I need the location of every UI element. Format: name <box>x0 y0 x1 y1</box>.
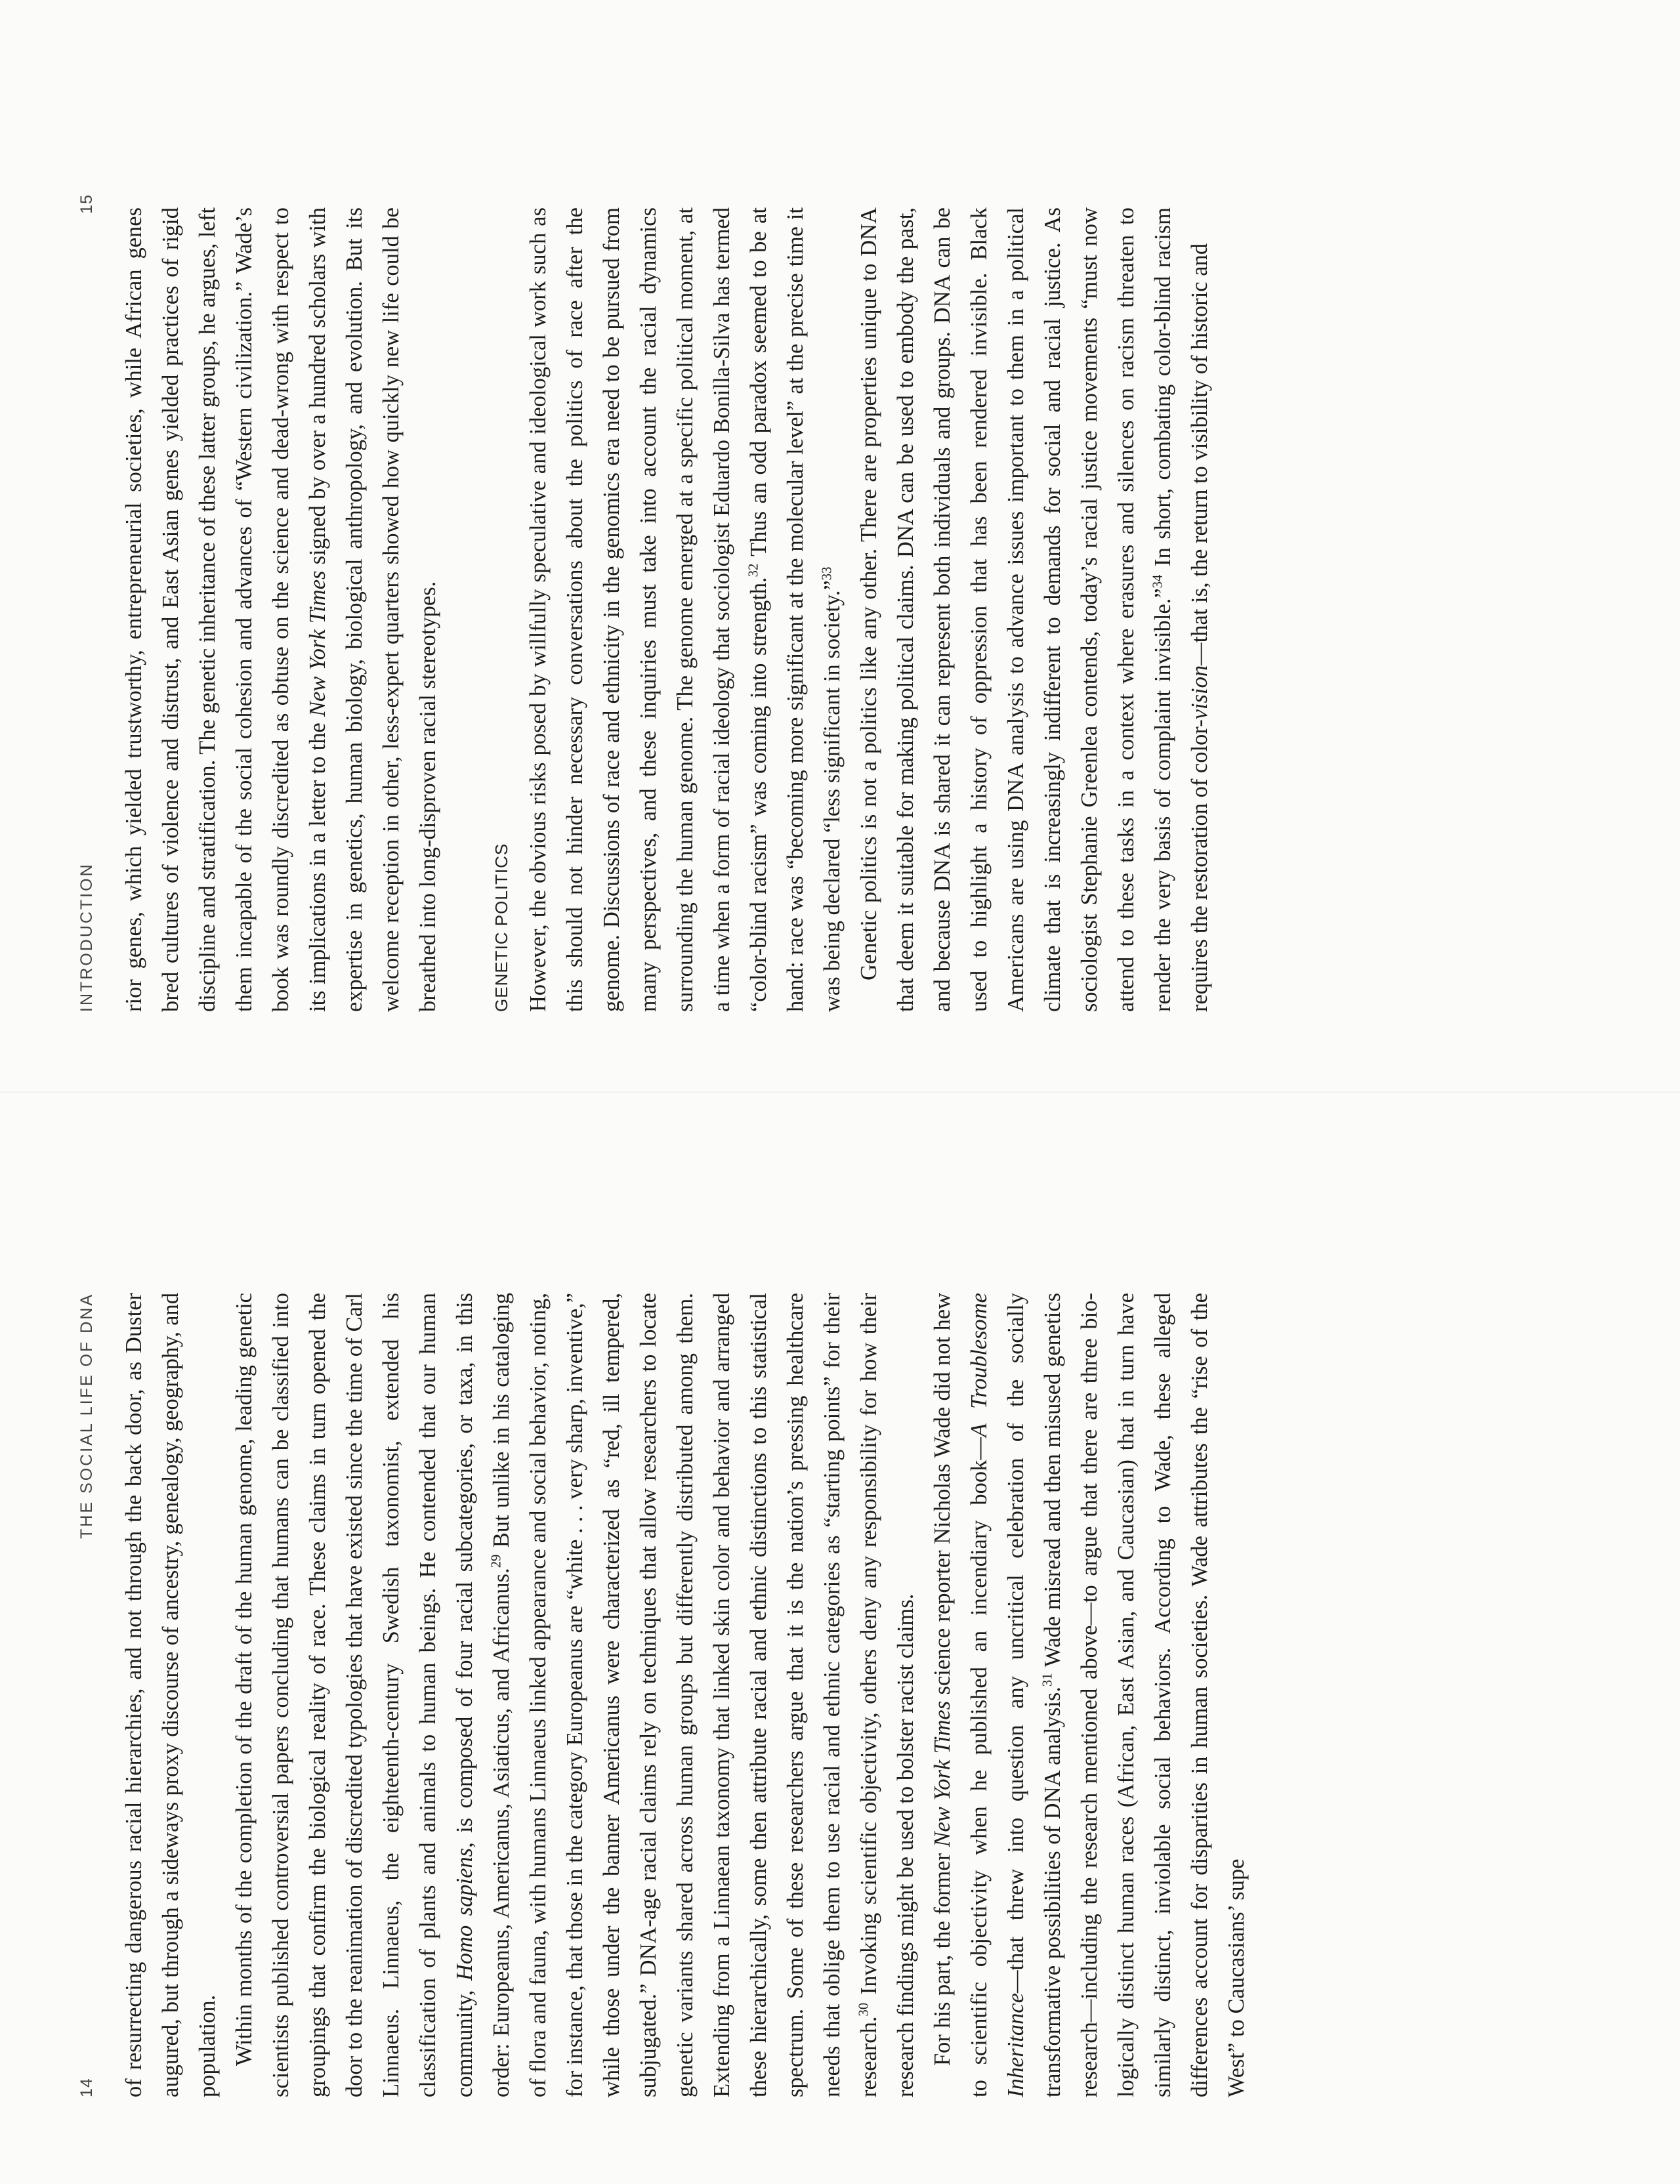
text-run: But unlike in his cataloging of flora and fauna, with humans Linnaeus linked appearance and social behavior, noting, for instance, that those in the category Europeanus are “white . . . very sharp, inventive,” while those under the banner Americanus were characterized as “red, ill tempered, subjugated.” DNA-age racial claims rely on techniques that allow researchers to locate genetic variants shared across human groups but differently distributed among them. Extending from a Linnaean taxonomy that linked skin color and behavior and arranged these hierarchically, some then attribute racial and ethnic distinctions to this statistical spectrum. Some of these researchers argue that it is the nation’s pressing healthcare needs that oblige them to use racial and ethnic categories as “starting points” for their research. <box>489 1293 881 2097</box>
footnote-ref: 32 <box>746 563 761 578</box>
text-run: —that is, the return to visibility of historic and <box>1187 243 1212 665</box>
paragraph-list <box>520 207 1218 1012</box>
running-head: INTRODUCTION <box>77 862 96 1012</box>
footnote-ref: 31 <box>1040 1673 1055 1687</box>
page-number: 14 <box>77 2078 96 2097</box>
italic-text: A Troublesome Inheritance <box>967 1293 1028 2097</box>
page-number: 15 <box>77 194 96 214</box>
footnote-ref: 34 <box>1150 574 1166 589</box>
text-run: Thus an odd paradox seemed to be at hand: race was “becoming more significant at the molecular level” at the precise time it was being declared “less significant in society.” <box>746 207 845 1012</box>
running-head: THE SOCIAL LIFE OF DNA <box>77 1293 96 1539</box>
paragraph-list <box>116 207 446 1012</box>
italic-text: vision <box>1187 665 1212 720</box>
paragraph <box>924 1293 1255 2097</box>
text-run: Wade misread and then misused genetics research—including the research mentioned above—to argue that there are three biologically distinct human races (African, East Asian, and Caucasian) that in turn have similarly distinct, inviolable social behaviors. According to Wade, these alleged differences account for disparities in human societies. Wade attributes the “rise of the West” to Caucasians’ supe <box>1040 1293 1249 2097</box>
footnote-ref: 29 <box>489 1554 504 1568</box>
paragraph <box>226 1293 924 2097</box>
paragraph <box>520 207 850 1012</box>
text-run: of resurrecting dangerous racial hierarchies, and not through the back door, as Duster augured, but through a sideways proxy discourse of ancestry, genealogy, geography, and population. <box>121 1293 220 2097</box>
text-run: signed by over a hundred scholars with expertise in genetics, human biology, biological anthropology, and evolution. But its welcome reception in other, less-expert quarters showed how quickly new life could be breathed into long-disproven racial stereotypes. <box>305 207 440 1012</box>
text-run: For his part, the former <box>930 1847 955 2066</box>
body-text <box>116 1293 1255 2097</box>
italic-text: New York Times <box>930 1700 955 1847</box>
italic-text: New York Times <box>305 570 330 717</box>
text-run: In short, combating color-blind racism requires the restoration of color- <box>1150 207 1212 1012</box>
text-run: Genetic politics is not a politics like any other. There are properties unique to DNA that deem it suitable for making political claims. DNA can be used to embody the past, and because DNA is shared it can represent both individuals and groups. DNA can be used to highlight a history of oppression that has been rendered invisible. Black Americans are using DNA analysis to advance issues important to them in a political climate that is increasingly indifferent to demands for social and racial justice. As sociologist Stephanie Greenlea contends, today’s racial justice movements “must now attend to these tasks in a context where erasures and silences on racism threaten to render the very basis of complaint invisible.” <box>856 207 1175 1012</box>
left-page <box>0 1092 1680 2184</box>
text-run: , is composed of four racial subcategories, or taxa, in this order: Europeanus, Americanus, Asiaticus, and Africanus. <box>452 1293 514 2097</box>
text-run: science reporter Nicholas Wade did not hew to scientific objectivity when he published an incendiary book— <box>930 1293 992 2097</box>
paragraph <box>116 1293 226 2097</box>
italic-text: Homo sapiens <box>452 1847 477 1981</box>
text-run: Invoking scientific objectivity, others deny any responsibility for how their research findings might be used to bolster racist claims. <box>856 1293 918 2097</box>
text-run: —that threw into question any uncritical celebration of the socially transformative possibilities of DNA analysis. <box>1003 1293 1065 2097</box>
paragraph <box>850 207 1218 1012</box>
text-run: Within months of the completion of the draft of the human genome, leading genetic scientists published controversial papers concluding that humans can be classified into groupings that confirm the biological reality of race. These claims in turn opened the door to the reanimation of discredited typologies that have existed since the time of Carl Linnaeus. Linnaeus, the eighteenth-century Swedish taxonomist, extended his classification of plants and animals to human beings. He contended that our human community, <box>232 1293 477 2097</box>
paragraph-list <box>116 1293 1255 2097</box>
text-run: rior genes, which yielded trustworthy, entrepreneurial societies, while African genes bred cultures of violence and distrust, and East Asian genes yielded practices of rigid discipline and stratification. The genetic inheritance of these latter groups, he argues, left them incapable of the social cohesion and advances of “Western civilization.” Wade’s book was roundly discredited as obtuse on the science and dead-wrong with respect to its implications in a letter to the <box>121 207 330 1012</box>
section-heading: GENETIC POLITICS <box>492 843 511 1012</box>
footnote-ref: 30 <box>856 2002 872 2017</box>
paragraph <box>116 207 446 1012</box>
text-run: However, the obvious risks posed by willfully speculative and ideological work such as this should not hinder necessary conversations about the politics of race after the genome. Discussions of race and ethnicity in the genomics era need to be pursued from many perspectives, and these inquiries must take into account the racial dynamics surrounding the human genome. The genome emerged at a specific political moment, at a time when a form of racial ideology that sociologist Eduardo Bonilla-Silva has termed “color-blind racism” was coming into strength. <box>526 207 771 1012</box>
footnote-ref: 33 <box>820 566 835 581</box>
body-text <box>116 207 1218 1012</box>
